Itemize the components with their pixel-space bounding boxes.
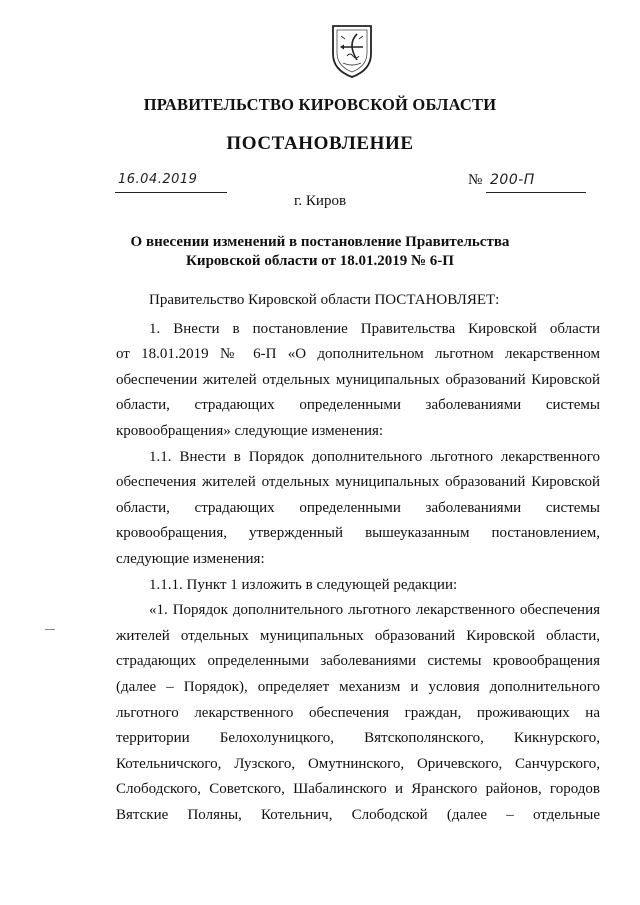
document-title xyxy=(0,233,640,271)
number-label: № xyxy=(468,172,483,188)
paragraph-1 xyxy=(116,317,600,445)
p2-line: кровообращения, утвержденный вышеуказанным постановлением, xyxy=(116,525,600,542)
number-handwritten: 200-П xyxy=(490,172,535,188)
paragraph-1-1-1: 1.1.1. Пункт 1 изложить в следующей редакции: xyxy=(149,576,458,593)
title-line-1: О внесении изменений в постановление Правительства xyxy=(130,234,510,250)
p1-line: кровообращения» следующие изменения: xyxy=(116,422,384,439)
p2-line: следующие изменения: xyxy=(116,550,265,567)
number-field xyxy=(486,172,586,193)
p1-line: области, страдающих определенными заболеваниями системы xyxy=(116,397,600,414)
document-body xyxy=(116,288,600,828)
paragraph-1-1 xyxy=(116,445,600,573)
p1-line: 1. Внести в постановление Правительства Кировской области xyxy=(149,320,600,337)
p1-line: от 18.01.2019 № 6-П «О дополнительном льготном лекарственном xyxy=(116,346,600,363)
title-line-2: Кировской области от 18.01.2019 № 6-П xyxy=(186,253,454,269)
p2-line: области, страдающих определенными заболеваниями системы xyxy=(116,499,600,516)
p4-line: территории Белохолуницкого, Вятскополянского, Кикнурского, xyxy=(116,730,600,747)
p4-line: Котельничского, Лузского, Омутнинского, Оричевского, Санчурского, xyxy=(116,755,600,772)
p4-line: (далее – Порядок), определяет механизм и условия дополнительного xyxy=(116,678,600,695)
coat-of-arms-icon xyxy=(327,20,377,80)
p2-line: обеспечения жителей отдельных муниципальных образований Кировской xyxy=(116,474,600,491)
p1-line: обеспечении жителей отдельных муниципальных образований Кировской xyxy=(116,371,600,388)
date-field xyxy=(115,172,227,193)
document-type: ПОСТАНОВЛЕНИЕ xyxy=(226,133,414,154)
p4-line: Вятские Поляны, Котельнич, Слободской (далее – отдельные xyxy=(116,806,600,823)
p4-line: страдающих определенными заболеваниями системы кровообращения xyxy=(116,653,600,670)
intro-paragraph: Правительство Кировской области ПОСТАНОВЛЯЕТ: xyxy=(149,292,500,308)
margin-mark xyxy=(45,629,55,630)
date-handwritten: 16.04.2019 xyxy=(118,172,198,187)
p4-line: жителей отдельных муниципальных образований Кировской области, xyxy=(116,627,600,644)
paragraph-quote xyxy=(116,598,600,828)
p4-line: «1. Порядок дополнительного льготного лекарственного обеспечения xyxy=(149,602,600,619)
p4-line: льготного лекарственного обеспечения граждан, проживающих на xyxy=(116,704,600,721)
city: г. Киров xyxy=(293,193,347,209)
organization-name: ПРАВИТЕЛЬСТВО КИРОВСКОЙ ОБЛАСТИ xyxy=(143,95,497,114)
p2-line: 1.1. Внести в Порядок дополнительного льготного лекарственного xyxy=(149,448,600,465)
p4-line: Слободского, Советского, Шабалинского и Яранского районов, городов xyxy=(116,781,600,798)
